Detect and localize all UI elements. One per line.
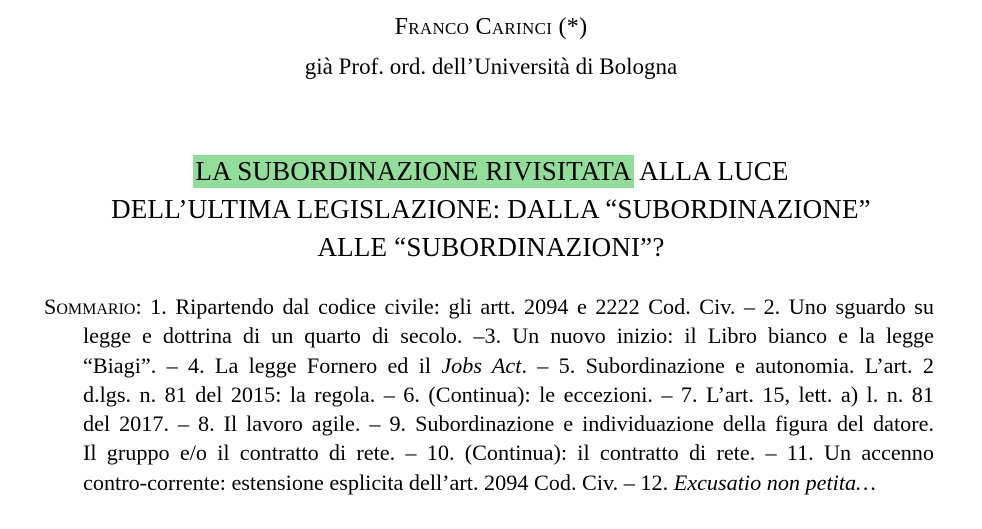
- author-name: Franco Carinci: [394, 14, 553, 40]
- summary-text-7a: contro-corrente: estensione esplicita dell’art. 2094 Cod. Civ. – 12.: [83, 469, 674, 495]
- summary-italic-excusatio: Excusatio non petita…: [673, 469, 876, 495]
- highlighted-text: LA SUBORDINAZIONE RIVISITATA: [195, 156, 632, 186]
- summary-paragraph: [44, 292, 934, 497]
- summary-line-7: [44, 468, 934, 497]
- title-line-1-rest: ALLA LUCE: [633, 156, 789, 186]
- summary-italic-jobs-act: Jobs Act: [441, 352, 522, 378]
- summary-line-3: [44, 351, 934, 380]
- summary-line-6: Il gruppo e/o il contratto di rete. – 10. (Continua): il contratto di rete. – 11. Un accenno: [83, 440, 934, 466]
- summary-line-5: del 2017. – 8. Il lavoro agile. – 9. Subordinazione e individuazione della figura del datore.: [83, 411, 934, 437]
- summary-line-2: legge e dottrina di un quarto di secolo. –3. Un nuovo inizio: il Libro bianco e la legge: [83, 323, 934, 349]
- summary-line-1: [44, 292, 934, 321]
- title-line-2: DELL’ULTIMA LEGISLAZIONE: DALLA “SUBORDINAZIONE”: [111, 194, 871, 224]
- summary-text-3b: . – 5. Subordinazione e autonomia. L’art. 2: [521, 352, 934, 378]
- paper-title: [0, 152, 982, 266]
- author-footnote-marker: (*): [558, 14, 588, 40]
- title-line-3: ALLE “SUBORDINAZIONI”?: [317, 232, 665, 262]
- summary-text-1: : 1. Ripartendo dal codice civile: gli artt. 2094 e 2222 Cod. Civ. – 2. Uno sguardo su: [135, 294, 934, 319]
- summary-text-3a: “Biagi”. – 4. La legge Fornero ed il: [83, 352, 442, 378]
- author-line: [0, 12, 982, 42]
- author-affiliation: già Prof. ord. dell’Università di Bologna: [304, 54, 678, 79]
- title-line-1: [0, 152, 982, 190]
- summary-label: Sommario: [44, 294, 136, 319]
- summary-line-4: d.lgs. n. 81 del 2015: la regola. – 6. (Continua): le eccezioni. – 7. L’art. 15, lett. a) l. n. 81: [83, 381, 934, 407]
